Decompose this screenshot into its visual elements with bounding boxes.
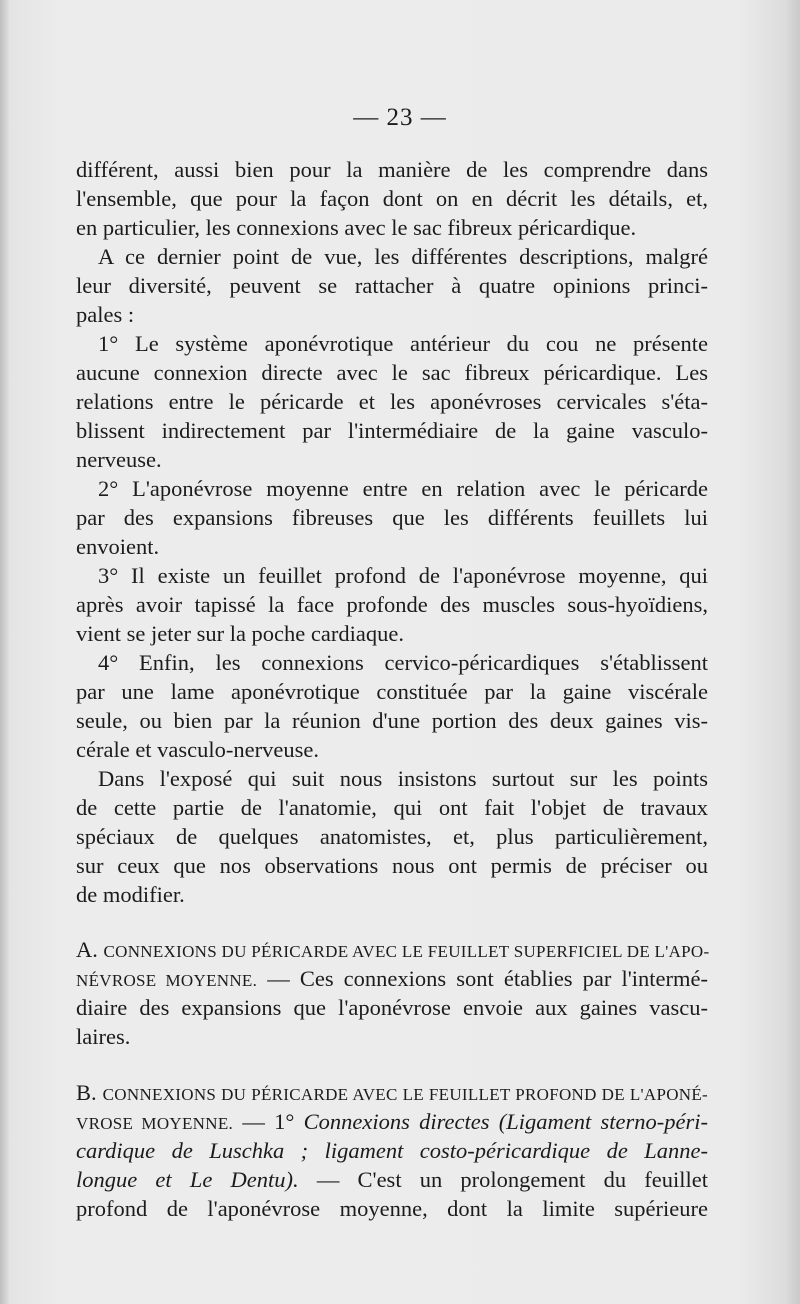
text-line: 3° Il existe un feuillet profond de l'aponévrose moyenne, qui: [98, 563, 708, 588]
text-line: A ce dernier point de vue, les différentes descriptions, malgré: [98, 244, 708, 269]
text-line: seule, ou bien par la réunion d'une portion des deux gaines vis-: [76, 708, 708, 733]
text-line: de cette partie de l'anatomie, qui ont fait l'objet de travaux: [76, 795, 708, 820]
text-line: par des expansions fibreuses que les différents feuillets lui: [76, 505, 708, 530]
text-line: après avoir tapissé la face profonde des muscles sous-hyoïdiens,: [76, 592, 708, 617]
text-line: leur diversité, peuvent se rattacher à quatre opinions princi-: [76, 273, 708, 298]
text-line: pales :: [76, 302, 135, 327]
text-line: sur ceux que nos observations nous ont permis de préciser ou: [76, 853, 708, 878]
text-line: VROSE MOYENNE. — 1° Connexions directes (Ligament sterno-péri-: [76, 1109, 708, 1134]
text-line: l'ensemble, que pour la façon dont on en décrit les détails, et,: [76, 186, 708, 211]
text-line: diaire des expansions que l'aponévrose envoie aux gaines vascu-: [76, 995, 708, 1020]
page-number: — 23 —: [353, 104, 447, 131]
text-line: 1° Le système aponévrotique antérieur du cou ne présente: [98, 331, 708, 356]
page-body: [76, 155, 708, 1223]
text-line: cardique de Luschka ; ligament costo-péricardique de Lanne-: [76, 1138, 708, 1163]
text-line: par une lame aponévrotique constituée par la gaine viscérale: [76, 679, 708, 704]
text-line: NÉVROSE MOYENNE. — Ces connexions sont établies par l'intermé-: [76, 966, 708, 991]
text-line: longue et Le Dentu). — C'est un prolongement du feuillet: [76, 1167, 708, 1192]
text-line: blissent indirectement par l'intermédiaire de la gaine vasculo-: [76, 418, 708, 443]
text-line: de modifier.: [76, 882, 185, 907]
text-line: relations entre le péricarde et les aponévroses cervicales s'éta-: [76, 389, 708, 414]
text-line: nerveuse.: [76, 447, 162, 472]
text-line: 2° L'aponévrose moyenne entre en relation avec le péricarde: [98, 476, 708, 501]
section-heading-b: B. CONNEXIONS DU PÉRICARDE AVEC LE FEUILLET PROFOND DE L'APONÉ-: [76, 1080, 708, 1105]
text-line: Dans l'exposé qui suit nous insistons surtout sur les points: [98, 766, 708, 791]
text-line: profond de l'aponévrose moyenne, dont la limite supérieure: [76, 1196, 708, 1221]
text-line: vient se jeter sur la poche cardiaque.: [76, 621, 404, 646]
text-line: aucune connexion directe avec le sac fibreux péricardique. Les: [76, 360, 708, 385]
text-line: en particulier, les connexions avec le sac fibreux péricardique.: [76, 215, 637, 240]
text-line: cérale et vasculo-nerveuse.: [76, 737, 319, 762]
text-line: laires.: [76, 1024, 131, 1049]
text-line: envoient.: [76, 534, 160, 559]
text-line: différent, aussi bien pour la manière de les comprendre dans: [76, 157, 708, 182]
section-heading-a: A. CONNEXIONS DU PÉRICARDE AVEC LE FEUILLET SUPERFICIEL DE L'APO-: [76, 937, 710, 962]
text-line: spéciaux de quelques anatomistes, et, plus particulièrement,: [76, 824, 708, 849]
text-line: 4° Enfin, les connexions cervico-péricardiques s'établissent: [98, 650, 708, 675]
